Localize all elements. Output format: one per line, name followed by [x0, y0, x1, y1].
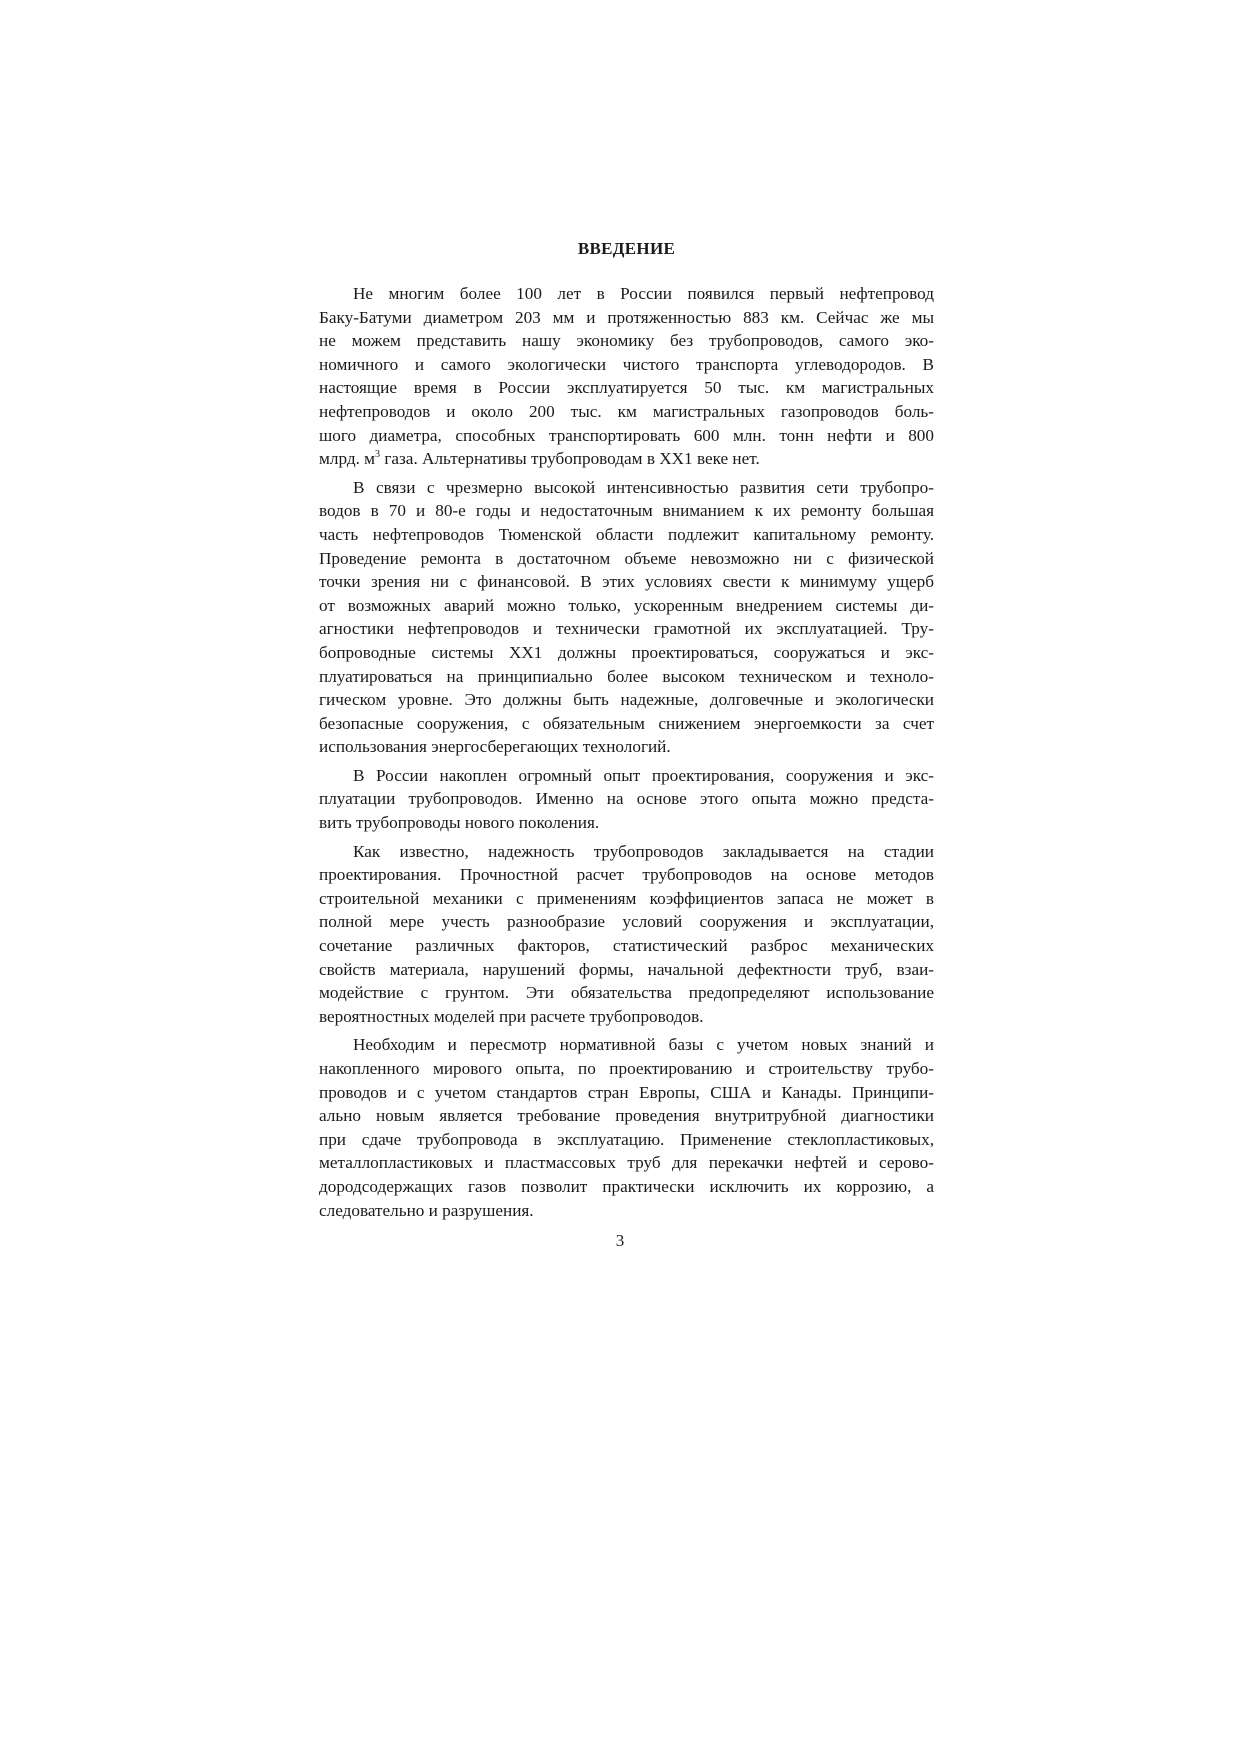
text-line: Необходим и пересмотр нормативной базы с учетом новых знаний и [353, 1035, 934, 1055]
text-line: строительной механики с применениям коэффициентов запаса не может в [319, 888, 934, 908]
text-line: использования энергосберегающих технологий. [319, 737, 671, 757]
text-line: безопасные сооружения, с обязательным снижением энергоемкости за счет [319, 713, 934, 733]
text-line: плуатации трубопроводов. Именно на основе этого опыта можно предста- [319, 789, 934, 809]
text-line: Как известно, надежность трубопроводов закладывается на стадии [353, 841, 934, 861]
body-text [319, 282, 934, 1222]
text-line: вить трубопроводы нового поколения. [319, 813, 600, 833]
text-line: агностики нефтепроводов и технически грамотной их эксплуатацией. Тру- [319, 619, 934, 639]
text-line: В России накоплен огромный опыт проектирования, сооружения и экс- [353, 765, 934, 785]
text-line: точки зрения ни с финансовой. В этих условиях свести к минимуму ущерб [319, 572, 934, 592]
text-line: полной мере учесть разнообразие условий сооружения и эксплуатации, [319, 912, 934, 932]
text-line: дородсодержащих газов позволит практически исключить их коррозию, а [319, 1176, 934, 1196]
text-segment: газа. Альтернативы трубопроводам в XX1 веке нет. [380, 449, 760, 469]
paragraph [319, 476, 934, 759]
text-line: нефтепроводов и около 200 тыс. км магистральных газопроводов боль- [319, 401, 934, 421]
text-line: шого диаметра, способных транспортировать 600 млн. тонн нефти и 800 [319, 425, 934, 445]
text-line: сочетание различных факторов, статистический разброс механических [319, 936, 934, 956]
text-line: плуатироваться на принципиально более высоком техническом и техноло- [319, 666, 934, 686]
text-line: гическом уровне. Это должны быть надежные, долговечные и экологически [319, 690, 934, 710]
text-line: не можем представить нашу экономику без трубопроводов, самого эко- [319, 331, 934, 351]
text-line: В связи с чрезмерно высокой интенсивностью развития сети трубопро- [353, 477, 934, 497]
text-line: бопроводные системы XX1 должны проектироваться, сооружаться и экс- [319, 642, 934, 662]
text-line: при сдаче трубопровода в эксплуатацию. Применение стеклопластиковых, [319, 1129, 934, 1149]
paragraph [319, 1033, 934, 1222]
text-line [319, 447, 934, 471]
text-line: проводов и с учетом стандартов стран Европы, США и Канады. Принципи- [319, 1082, 934, 1102]
text-line: Не многим более 100 лет в России появился первый нефтепровод [353, 284, 934, 303]
text-line: вероятностных моделей при расчете трубопроводов. [319, 1006, 704, 1026]
text-line: металлопластиковых и пластмассовых труб для перекачки нефтей и серово- [319, 1153, 934, 1173]
paragraph [319, 282, 934, 471]
text-line: ально новым является требование проведения внутритрубной диагностики [319, 1106, 934, 1126]
text-line: Баку-Батуми диаметром 203 мм и протяженностью 883 км. Сейчас же мы [319, 307, 934, 327]
text-line: часть нефтепроводов Тюменской области подлежит капитальному ремонту. [319, 524, 934, 544]
paragraph [319, 764, 934, 835]
text-line: накопленного мирового опыта, по проектированию и строительству трубо- [319, 1059, 934, 1078]
text-line: настоящие время в России эксплуатируется 50 тыс. км магистральных [319, 378, 934, 398]
page-title: ВВЕДЕНИЕ [577, 239, 676, 258]
text-line: водов в 70 и 80-е годы и недостаточным вниманием к их ремонту большая [319, 501, 934, 521]
text-segment: млрд. м [319, 449, 376, 469]
superscript: 3 [375, 449, 381, 461]
text-line: модействие с грунтом. Эти обязательства предопределяют использование [319, 983, 934, 1003]
text-line: номичного и самого экологически чистого транспорта углеводородов. В [319, 354, 934, 374]
text-line: следовательно и разрушения. [319, 1200, 534, 1220]
text-line: свойств материала, нарушений формы, начальной дефектности труб, взаи- [319, 959, 934, 979]
page-number: 3 [615, 1231, 625, 1250]
text-line: от возможных аварий можно только, ускоренным внедрением системы ди- [319, 595, 934, 615]
text-line: Проведение ремонта в достаточном объеме невозможно ни с физической [319, 548, 934, 568]
page-content [319, 237, 934, 1227]
paragraph [319, 840, 934, 1029]
text-line: проектирования. Прочностной расчет трубопроводов на основе методов [319, 865, 934, 885]
